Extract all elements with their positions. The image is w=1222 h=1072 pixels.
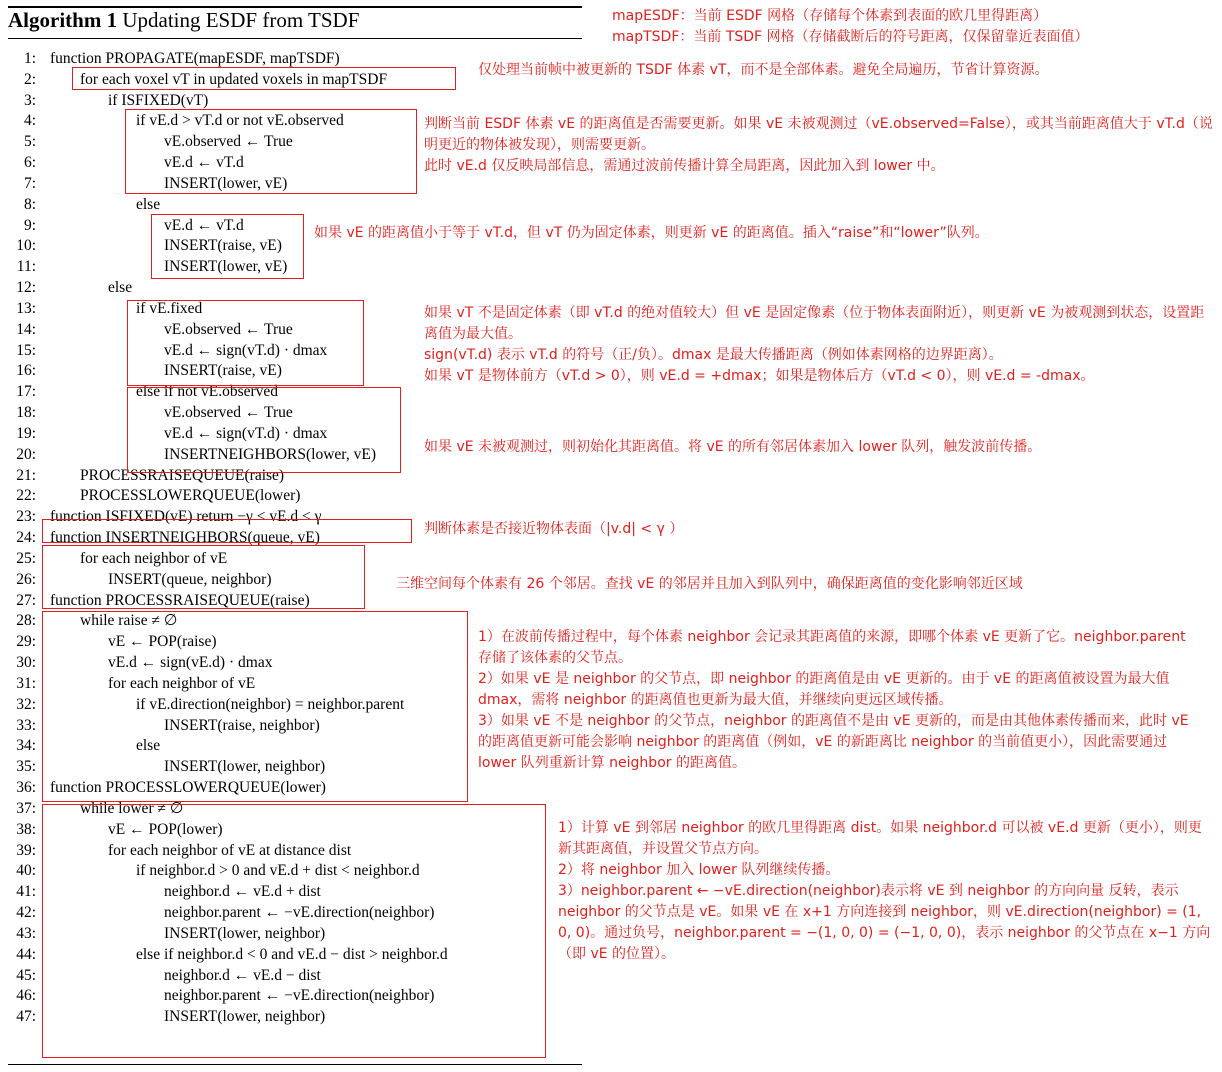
algorithm-line xyxy=(4,695,405,715)
line-code: for each voxel vT in updated voxels in mapTSDF xyxy=(80,70,388,88)
line-code: vE ← POP(lower) xyxy=(108,820,223,838)
algorithm-line xyxy=(4,174,288,194)
algorithm-line xyxy=(4,924,326,944)
algorithm-line xyxy=(4,861,420,881)
line-number: 39: xyxy=(16,841,36,859)
algorithm-line xyxy=(4,591,310,611)
algorithm-line xyxy=(4,361,282,381)
algorithm-line xyxy=(4,966,321,986)
line-code: else if neighbor.d < 0 and vE.d − dist > neighbor.d xyxy=(136,945,448,963)
line-code: else xyxy=(108,279,133,297)
line-code: vE.observed ← True xyxy=(164,404,293,422)
line-code: function ISFIXED(vE) return −γ < vE.d < γ xyxy=(50,508,322,526)
algorithm-line xyxy=(4,903,435,923)
line-code: neighbor.d ← vE.d + dist xyxy=(164,883,321,901)
algorithm-line xyxy=(4,132,293,152)
highlight-insert-neighbors xyxy=(42,545,365,609)
algorithm-line xyxy=(4,570,272,590)
algorithm-label: Algorithm 1 xyxy=(8,8,118,32)
line-number: 31: xyxy=(16,674,36,692)
algorithm-line xyxy=(4,91,209,111)
line-code: else xyxy=(136,195,161,213)
annotation-raise-queue: 1）在波前传播过程中，每个体素 neighbor 会记录其距离值的来源，即哪个体素 vE 更新了它。neighbor.parent 存储了该体素的父节点。 2）如果 vE 是 neighbor 的父节点，即 neighbor 的距离值是由 vE 更新的。由于 vE 的距离值被设置为最大值 dmax，需将 neighbor 的距离值也更新为最大值，并继续向更远区域传播。 3）如果 vE 不是 neighbor 的父节点，neighbor 的距离值不是由 vE 更新的，而是由其他体素传播而来，此时 vE 的距离值更新可能会影响 neighbor 的距离值（例如，vE 的新距离比 neighbor 的当前值更小），因此需要通过 lower 队列重新计算 neighbor 的距离值。 xyxy=(478,629,1189,771)
highlight-updated-voxels xyxy=(72,67,456,90)
algorithm-line xyxy=(4,70,388,90)
line-code: vE.observed ← True xyxy=(164,320,293,338)
line-number: 22: xyxy=(16,487,36,505)
line-number: 44: xyxy=(16,945,36,963)
line-code: for each neighbor of vE at distance dist xyxy=(108,841,352,859)
annotation-not-fixed: 如果 vT 不是固定体素（即 vT.d 的绝对值较大）但 vE 是固定像素（位于物体表面附近），则更新 vE 为被观测到状态，设置距离值为最大值。 sign(vT.d) 表示 vT.d 的符号（正/负）。dmax 是最大传播距离（例如体素网格的边界距离）。 如果 vT 是物体前方（vT.d > 0），则 vE.d = +dmax；如果是物体后方（vT.d < 0），则 vE.d = -dmax。 xyxy=(424,305,1205,384)
algorithm-line xyxy=(4,445,376,465)
line-number: 23: xyxy=(16,508,36,526)
algorithm-bottom-rule xyxy=(8,1064,582,1065)
line-code: for each neighbor of vE xyxy=(80,549,228,567)
line-number: 32: xyxy=(16,695,36,713)
annotation-maps: mapESDF：当前 ESDF 网格（存储每个体素到表面的欧几里得距离） mapTSDF：当前 TSDF 网格（存储截断后的符号距离，仅保留靠近表面值） xyxy=(612,8,1089,45)
line-number: 30: xyxy=(16,654,36,672)
algorithm-line xyxy=(4,195,161,215)
highlight-lower-queue xyxy=(42,804,546,1058)
algorithm-title xyxy=(8,8,359,33)
line-number: 28: xyxy=(16,612,36,630)
highlight-update-condition xyxy=(125,109,417,194)
highlight-raise-queue xyxy=(42,611,468,802)
line-number: 27: xyxy=(16,591,36,609)
line-code: INSERT(lower, neighbor) xyxy=(164,758,326,776)
highlight-isfixed xyxy=(42,519,412,543)
line-code: PROCESSRAISEQUEUE(raise) xyxy=(80,466,285,484)
line-number: 38: xyxy=(16,820,36,838)
line-code: vE ← POP(raise) xyxy=(108,633,217,651)
line-number: 20: xyxy=(16,445,36,463)
algorithm-line xyxy=(4,757,326,777)
algorithm-line xyxy=(4,549,228,569)
algorithm-line xyxy=(4,424,328,444)
algorithm-line xyxy=(4,153,244,173)
line-number: 5: xyxy=(23,133,36,151)
highlight-fixed-else xyxy=(151,214,304,279)
highlight-not-observed xyxy=(127,387,401,473)
annotation-fixed-update: 如果 vE 的距离值小于等于 vT.d，但 vT 仍为固定体素，则更新 vE 的距离值。插入“raise”和“lower”队列。 xyxy=(314,225,989,241)
algorithm-line xyxy=(4,820,223,840)
algorithm-line xyxy=(4,736,161,756)
line-number: 34: xyxy=(16,737,36,755)
line-code: INSERT(queue, neighbor) xyxy=(108,570,272,588)
line-code: INSERT(raise, vE) xyxy=(164,237,282,255)
line-code: vE.d ← sign(vT.d) · dmax xyxy=(164,341,328,359)
line-code: else if not vE.observed xyxy=(136,383,279,401)
annotation-neighbors: 三维空间每个体素有 26 个邻居。查找 vE 的邻居并且加入到队列中，确保距离值的变化影响邻近区域 xyxy=(396,576,1023,592)
line-number: 47: xyxy=(16,1008,36,1026)
algorithm-line xyxy=(4,257,288,277)
line-code: for each neighbor of vE xyxy=(108,674,256,692)
line-code: while lower ≠ ∅ xyxy=(80,799,184,817)
algorithm-caption: Updating ESDF from TSDF xyxy=(122,8,360,32)
algorithm-line xyxy=(4,778,326,798)
line-number: 8: xyxy=(23,195,36,213)
line-number: 17: xyxy=(16,383,36,401)
line-number: 10: xyxy=(16,237,36,255)
line-code: if neighbor.d > 0 and vE.d + dist < neighbor.d xyxy=(136,862,420,880)
line-number: 43: xyxy=(16,924,36,942)
algorithm-line xyxy=(4,216,244,236)
line-number: 14: xyxy=(16,320,36,338)
algorithm-line xyxy=(4,507,322,527)
line-number: 45: xyxy=(16,966,36,984)
line-code: neighbor.d ← vE.d − dist xyxy=(164,966,321,984)
line-number: 12: xyxy=(16,279,36,297)
line-code: INSERT(raise, vE) xyxy=(164,362,282,380)
line-code: neighbor.parent ← −vE.direction(neighbor) xyxy=(164,904,435,922)
algorithm-line xyxy=(4,403,293,423)
algorithm-line xyxy=(4,466,285,486)
line-number: 7: xyxy=(23,174,36,192)
algorithm-line xyxy=(4,278,133,298)
line-code: INSERT(lower, neighbor) xyxy=(164,1008,326,1026)
line-number: 6: xyxy=(23,154,36,172)
line-code: else xyxy=(136,737,161,755)
line-number: 29: xyxy=(16,633,36,651)
line-code: while raise ≠ ∅ xyxy=(80,612,178,630)
line-code: vE.d ← vT.d xyxy=(164,216,244,234)
algorithm-line xyxy=(4,841,352,861)
annotation-lower-queue: 1）计算 vE 到邻居 neighbor 的欧几里得距离 dist。如果 neighbor.d 可以被 vE.d 更新（更小），则更新其距离值，并设置父节点方向。 2）将 neighbor 加入 lower 队列继续传播。 3）neighbor.parent ← −vE.direction(neighbor)表示将 vE 到 neighbor 的方向向量 反转，表示 neighbor 的父节点是 vE。如果 vE 在 x+1 方向连接到 neighbor，则 vE.direction(neighbor) = (1, 0, 0)。通过负号，neighbor.parent = −(1, 0, 0) = (−1, 0, 0)，表示 neighbor 的父节点在 x−1 方向（即 vE 的位置）。 xyxy=(558,820,1211,962)
highlight-vE-fixed xyxy=(127,300,364,386)
line-number: 41: xyxy=(16,883,36,901)
line-code: INSERT(lower, neighbor) xyxy=(164,924,326,942)
algorithm-line xyxy=(4,945,448,965)
line-number: 25: xyxy=(16,549,36,567)
line-number: 35: xyxy=(16,758,36,776)
line-number: 16: xyxy=(16,362,36,380)
line-number: 33: xyxy=(16,716,36,734)
algorithm-line xyxy=(4,716,320,736)
line-number: 19: xyxy=(16,424,36,442)
line-code: vE.d ← sign(vE.d) · dmax xyxy=(108,654,273,672)
line-number: 1: xyxy=(23,50,36,67)
line-number: 11: xyxy=(16,258,36,276)
algorithm-line xyxy=(4,611,178,631)
line-code: function PROCESSRAISEQUEUE(raise) xyxy=(50,591,310,609)
line-number: 13: xyxy=(16,299,36,317)
line-number: 46: xyxy=(16,987,36,1005)
line-code: vE.observed ← True xyxy=(164,133,293,151)
line-number: 36: xyxy=(16,779,36,797)
line-code: if ISFIXED(vT) xyxy=(108,91,209,109)
line-code: INSERT(lower, vE) xyxy=(164,258,288,276)
line-number: 18: xyxy=(16,404,36,422)
line-number: 15: xyxy=(16,341,36,359)
line-code: neighbor.parent ← −vE.direction(neighbor) xyxy=(164,987,435,1005)
line-number: 21: xyxy=(16,466,36,484)
line-number: 4: xyxy=(23,112,36,130)
algorithm-line xyxy=(4,986,435,1006)
algorithm-line xyxy=(4,299,203,319)
line-number: 9: xyxy=(23,216,36,234)
algorithm-line xyxy=(4,528,320,548)
algorithm-line xyxy=(4,1007,326,1027)
annotation-isfixed: 判断体素是否接近物体表面（|v.d| < γ ） xyxy=(424,521,684,537)
line-code: function PROCESSLOWERQUEUE(lower) xyxy=(50,779,326,797)
annotation-update-check: 判断当前 ESDF 体素 vE 的距离值是否需要更新。如果 vE 未被观测过（vE.observed=False），或其当前距离值大于 vT.d（说明更近的物体被发现），则需要更新。 此时 vE.d 仅反映局部信息，需通过波前传播计算全局距离，因此加入到 lower 中。 xyxy=(424,116,1213,174)
line-code: vE.d ← vT.d xyxy=(164,154,244,172)
annotation-not-observed: 如果 vE 未被观测过，则初始化其距离值。将 vE 的所有邻居体素加入 lower 队列，触发波前传播。 xyxy=(424,439,1042,455)
algorithm-line xyxy=(4,674,256,694)
line-code: PROCESSLOWERQUEUE(lower) xyxy=(80,487,301,505)
line-number: 26: xyxy=(16,570,36,588)
line-number: 42: xyxy=(16,904,36,922)
line-number: 3: xyxy=(23,91,36,109)
annotation-updated-voxels: 仅处理当前帧中被更新的 TSDF 体素 vT，而不是全部体素。避免全局遍历，节省计算资源。 xyxy=(478,62,1049,78)
algorithm-line xyxy=(4,382,279,402)
algorithm-line xyxy=(4,320,293,340)
algorithm-line xyxy=(4,236,282,256)
line-code: vE.d ← sign(vT.d) · dmax xyxy=(164,424,328,442)
line-code: INSERT(raise, neighbor) xyxy=(164,716,320,734)
line-code: if vE.d > vT.d or not vE.observed xyxy=(136,112,344,130)
algorithm-line xyxy=(4,111,344,131)
line-code: INSERT(lower, vE) xyxy=(164,174,288,192)
algorithm-line xyxy=(4,341,328,361)
line-code: function PROPAGATE(mapESDF, mapTSDF) xyxy=(50,50,340,67)
algorithm-line xyxy=(4,49,340,69)
line-code: INSERTNEIGHBORS(lower, vE) xyxy=(164,445,376,463)
title-bottom-rule xyxy=(8,38,582,39)
line-code: if vE.direction(neighbor) = neighbor.parent xyxy=(136,695,405,713)
line-code: function INSERTNEIGHBORS(queue, vE) xyxy=(50,529,320,547)
algorithm-line xyxy=(4,653,273,673)
algorithm-line xyxy=(4,632,217,652)
line-number: 24: xyxy=(16,529,36,547)
line-number: 40: xyxy=(16,862,36,880)
line-number: 2: xyxy=(23,70,36,88)
line-number: 37: xyxy=(16,799,36,817)
algorithm-line xyxy=(4,882,321,902)
line-code: if vE.fixed xyxy=(136,299,203,317)
algorithm-line xyxy=(4,799,184,819)
algorithm-line xyxy=(4,486,301,506)
